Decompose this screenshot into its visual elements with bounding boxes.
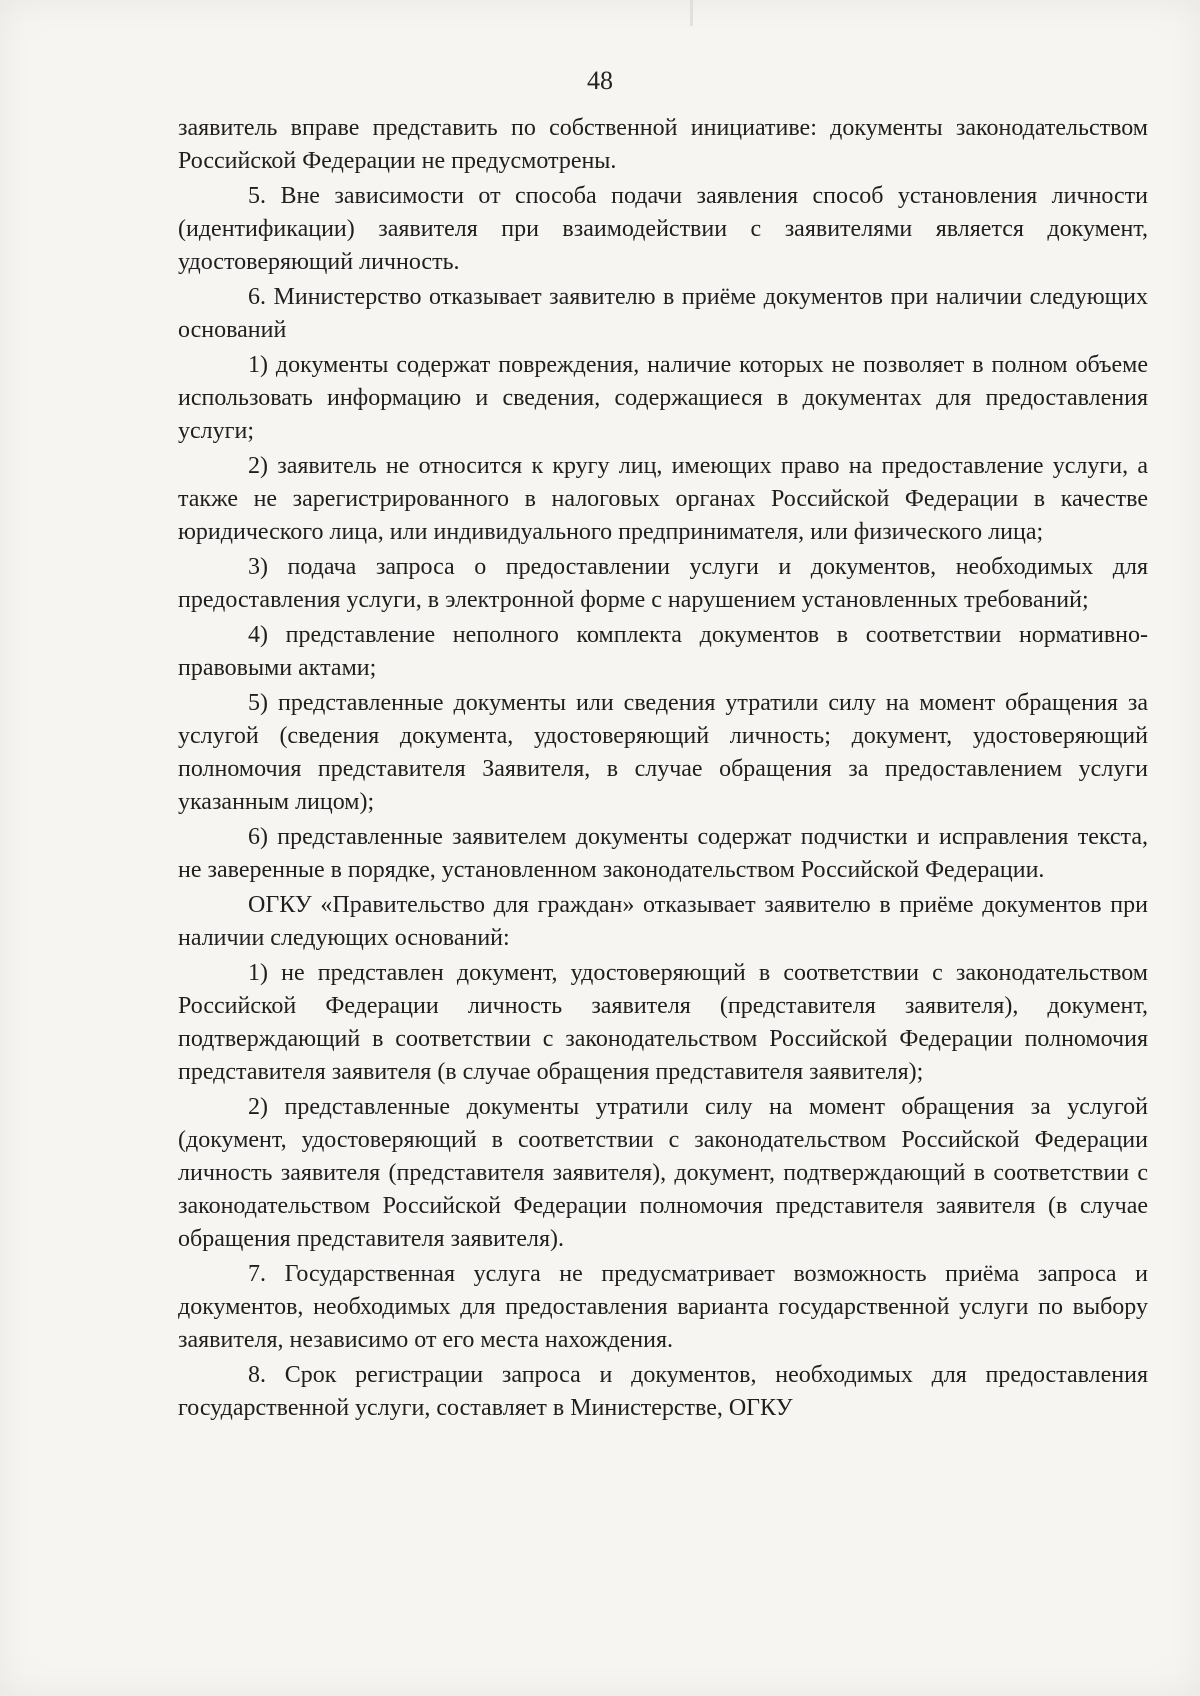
scan-artifact [690,0,693,26]
paragraph-6-item-2: 2) заявитель не относится к кругу лиц, имеющих право на предоставление услуги, а также не зарегистрированного в налоговых органах Российской Федерации в качестве юридического лица, или индивидуального предпринимателя, или физического лица; [178,453,1148,545]
paragraph-6-item-1: 1) документы содержат повреждения, наличие которых не позволяет в полном объеме использовать информацию и сведения, содержащиеся в документах для предоставления услуги; [178,352,1148,444]
paragraph-5: 5. Вне зависимости от способа подачи заявления способ установления личности (идентификации) заявителя при взаимодействии с заявителями является документ, удостоверяющий личность. [178,183,1148,275]
paragraph-6-item-3: 3) подача запроса о предоставлении услуги и документов, необходимых для предоставления услуги, в электронной форме с нарушением установленных требований; [178,554,1148,613]
paragraph-6-item-4: 4) представление неполного комплекта документов в соответствии нормативно-правовыми актами; [178,622,1148,681]
paragraph-8: 8. Срок регистрации запроса и документов, необходимых для предоставления государственной услуги, составляет в Министерстве, ОГКУ [178,1362,1148,1421]
paragraph-6-item-6: 6) представленные заявителем документы содержат подчистки и исправления текста, не заверенные в порядке, установленном законодательством Российской Федерации. [178,824,1148,883]
paragraph-ogku-item-1: 1) не представлен документ, удостоверяющий в соответствии с законодательством Российской Федерации личность заявителя (представителя заявителя), документ, подтверждающий в соответствии с законодательством Российской Федерации полномочия представителя заявителя (в случае обращения представителя заявителя); [178,960,1148,1085]
paragraph-7: 7. Государственная услуга не предусматривает возможность приёма запроса и документов, необходимых для предоставления варианта государственной услуги по выбору заявителя, независимо от его места нахождения. [178,1261,1148,1353]
paragraph-6: 6. Министерство отказывает заявителю в приёме документов при наличии следующих оснований [178,284,1148,343]
page-number: 48 [587,66,613,95]
document-body [178,112,1148,1425]
paragraph-ogku: ОГКУ «Правительство для граждан» отказывает заявителю в приёме документов при наличии следующих оснований: [178,892,1148,951]
paragraph-ogku-item-2: 2) представленные документы утратили силу на момент обращения за услугой (документ, удостоверяющий в соответствии с законодательством Российской Федерации личность заявителя (представителя заявителя), документ, подтверждающий в соответствии с законодательством Российской Федерации полномочия представителя заявителя (в случае обращения представителя заявителя). [178,1094,1148,1252]
paragraph-continuation: заявитель вправе представить по собственной инициативе: документы законодательством Российской Федерации не предусмотрены. [178,115,1148,174]
paragraph-6-item-5: 5) представленные документы или сведения утратили силу на момент обращения за услугой (сведения документа, удостоверяющий личность; документ, удостоверяющий полномочия представителя Заявителя, в случае обращения за предоставлением услуги указанным лицом); [178,690,1148,815]
